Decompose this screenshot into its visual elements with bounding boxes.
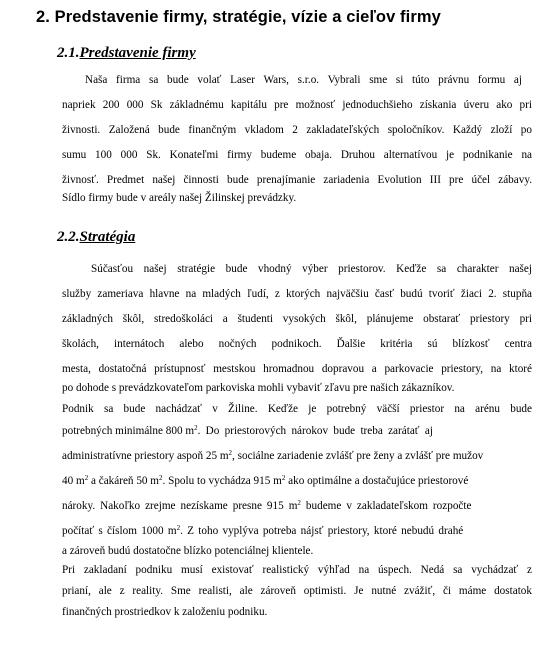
paragraph-line [62,449,532,463]
paragraph-line [62,424,532,438]
paragraph-line: po dohode s prevádzkovateľom parkoviska mohli vybaviť zľavu pre našich zákazníkov. [62,382,455,394]
text-run: . Z toho vyplýva potreba nájsť priestory, ktoré nebudú drahé [180,525,464,537]
paragraph-line: základných škôl, stredoškoláci a študenti vysokých škôl, plánujeme obstarať priestory pri [62,313,532,325]
text-run: počítať s číslom 1000 m [62,525,177,537]
section-heading-predstavenie [57,45,196,62]
section-title: Stratégia [79,229,136,245]
paragraph-line: prianí, ale z reality. Sme realisti, ale zároveň optimisti. Je nutné zvážiť, či máme dostatok [62,585,532,597]
section-title: Predstavenie firmy [79,45,196,61]
paragraph-line: a zároveň budú dostatočne blízko potenciálnej klientele. [62,545,314,557]
paragraph-line [62,499,532,513]
text-run: . Do priestorových nárokov bude treba zarátať aj [197,425,433,437]
text-run: . Spolu to vychádza 915 m [162,475,282,487]
paragraph-line [62,474,532,488]
paragraph-line: Sídlo firmy bude v areály našej Žilinskej prevádzky. [62,192,297,204]
superscript: 2 [159,474,163,482]
text-run: administratívne priestory aspoň 25 m [62,450,229,462]
section-number: 2.1. [57,45,80,61]
section-heading-strategia [57,229,135,246]
superscript: 2 [176,524,181,532]
paragraph-line: mesta, dostatočná prístupnosť mestskou hromadnou dopravou a parkovacie priestory, na ktoré [62,363,532,375]
text-run: ako optimálne a dostačujúce priestorové [285,475,469,487]
text-run: potrebných minimálne 800 m [62,425,195,437]
paragraph-line: živnosť. Predmet našej činnosti bude prenajímanie zariadenia Evolution III pre účel zábavy. [62,174,532,186]
superscript: 2 [281,474,286,482]
paragraph-line: sumu 100 000 Sk. Konateľmi firmy budeme obaja. Druhou alternatívou je podnikanie na [62,149,532,161]
paragraph-line: živnosti. Založená bude finančným vkladom 2 zakladateľských spoločníkov. Každý zloží po [62,124,532,136]
text-run: , sociálne zariadenie zvlášť pre ženy a zvlášť pre mužov [232,450,484,462]
paragraph-line [62,524,532,538]
paragraph-line: Podnik sa bude nachádzať v Žiline. Keďže je potrebný väčší priestor na arénu bude [62,403,532,415]
paragraph-line: finančných prostriedkov k založeniu podniku. [62,606,268,618]
paragraph-line: Naša firma sa bude volať Laser Wars, s.r.o. Vybrali sme si túto právnu formu aj [85,74,522,86]
text-run: budeme v zakladateľskom rozpočte [300,500,472,512]
paragraph-line: napriek 200 000 Sk základnému kapitálu pre možnosť jednoduchšieho získania úveru ako pri [62,99,532,111]
text-run: nároky. Nakoľko zrejme nezískame presne 915 m [62,500,298,512]
text-run: 40 m [62,475,85,487]
paragraph-line: služby zameriava hlavne na mladých ľudí, z ktorých najväčšiu časť budú tvoriť žiaci 2. stupňa [62,288,532,300]
chapter-heading: 2. Predstavenie firmy, stratégie, vízie a cieľov firmy [36,8,441,26]
text-run: a čakáreň 50 m [88,475,160,487]
section-number: 2.2. [57,229,80,245]
superscript: 2 [228,449,233,457]
paragraph-line: Pri zakladaní podniku musí existovať realistický výhľad na úspech. Nedá sa vychádzať z [62,564,532,576]
paragraph-line: školách, internátoch alebo nočných podnikoch. Ďalšie kritéria sú blízkosť centra [62,338,532,350]
paragraph-line: Súčasťou našej stratégie bude vhodný výber priestorov. Keďže sa charakter našej [91,263,532,275]
superscript: 2 [297,499,301,507]
superscript: 2 [194,424,198,432]
superscript: 2 [84,474,89,482]
